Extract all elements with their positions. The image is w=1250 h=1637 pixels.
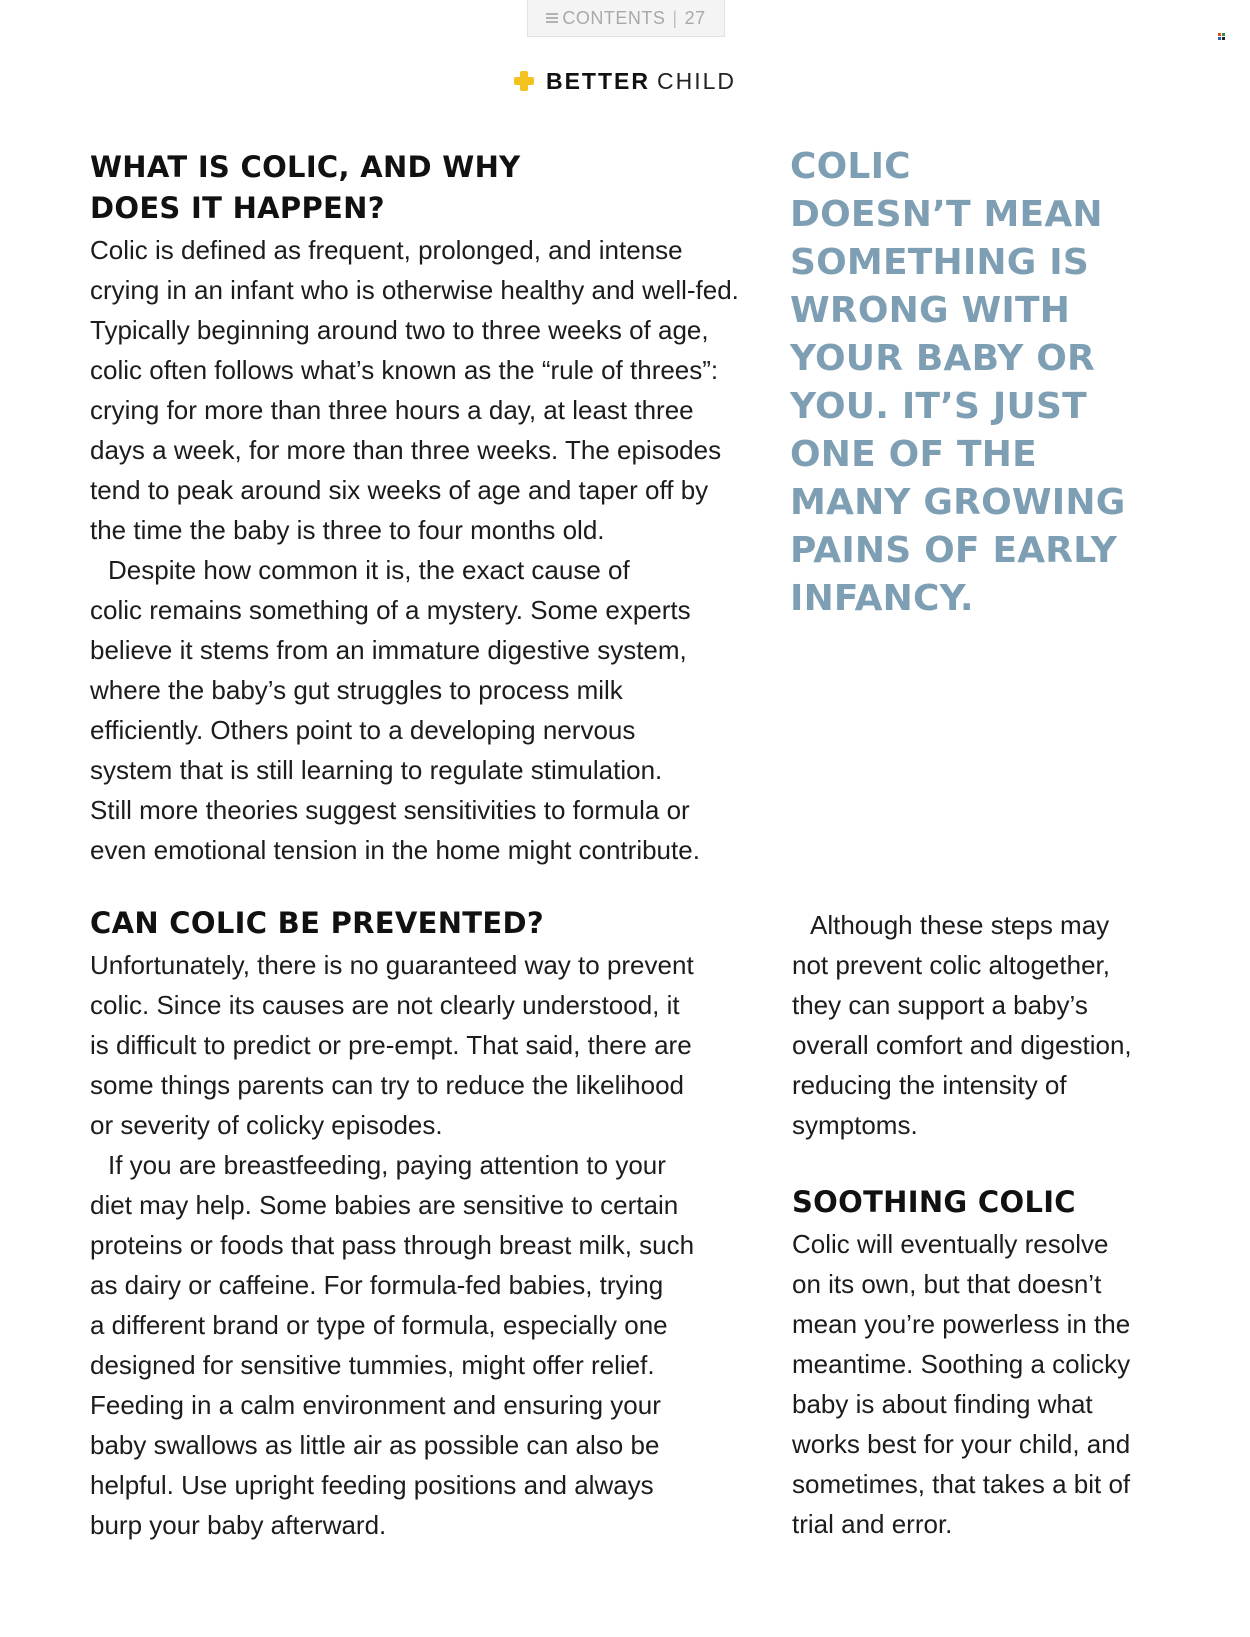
- pull-quote: [790, 143, 1170, 623]
- text-line: crying in an infant who is otherwise healthy and well-fed.: [90, 275, 739, 305]
- section-heading-soothing: [792, 1182, 1076, 1223]
- text-line: helpful. Use upright feeding positions and always: [90, 1470, 654, 1500]
- text-line: the time the baby is three to four months old.: [90, 515, 605, 545]
- text-line: crying for more than three hours a day, at least three: [90, 395, 694, 425]
- text-line: symptoms.: [792, 1110, 918, 1140]
- soothing-body: [792, 1224, 1202, 1544]
- text-line: as dairy or caffeine. For formula-fed babies, trying: [90, 1270, 664, 1300]
- text-line: not prevent colic altogether,: [792, 950, 1110, 980]
- text-line: designed for sensitive tummies, might offer relief.: [90, 1350, 655, 1380]
- brand-light: CHILD: [656, 67, 736, 94]
- text-line: believe it stems from an immature digestive system,: [90, 635, 687, 665]
- text-line: or severity of colicky episodes.: [90, 1110, 443, 1140]
- color-dots-icon: [1218, 33, 1225, 40]
- brand-bold: BETTER: [545, 67, 650, 94]
- text-line: baby is about finding what: [792, 1389, 1093, 1419]
- pull-quote-line: YOU. IT’S JUST: [790, 386, 1087, 427]
- text-line: Despite how common it is, the exact cause of: [108, 555, 630, 585]
- section-heading-what-is-colic: [90, 147, 520, 229]
- tab-divider: |: [672, 7, 678, 28]
- text-line: If you are breastfeeding, paying attention to your: [108, 1150, 666, 1180]
- text-line: mean you’re powerless in the: [792, 1309, 1131, 1339]
- plus-cross-icon: [514, 71, 534, 91]
- text-line: efficiently. Others point to a developing nervous: [90, 715, 636, 745]
- text-line: proteins or foods that pass through breast milk, such: [90, 1230, 695, 1260]
- text-line: burp your baby afterward.: [90, 1510, 387, 1540]
- text-line: is difficult to predict or pre-empt. That said, there are: [90, 1030, 692, 1060]
- text-line: colic remains something of a mystery. Some experts: [90, 595, 691, 625]
- text-line: Unfortunately, there is no guaranteed way to prevent: [90, 950, 694, 980]
- text-line: sometimes, that takes a bit of: [792, 1469, 1131, 1499]
- heading-line: SOOTHING COLIC: [792, 1185, 1076, 1219]
- prevention-continued-body: [792, 905, 1192, 1145]
- what-is-colic-body: [90, 230, 770, 870]
- text-line: trial and error.: [792, 1509, 953, 1539]
- text-line: Feeding in a calm environment and ensuring your: [90, 1390, 661, 1420]
- text-line: colic often follows what’s known as the “rule of threes”:: [90, 355, 719, 385]
- pull-quote-line: PAINS OF EARLY: [790, 530, 1118, 571]
- pull-quote-line: DOESN’T MEAN: [790, 194, 1103, 235]
- text-line: Still more theories suggest sensitivities to formula or: [90, 795, 690, 825]
- contents-label: CONTENTS: [562, 7, 666, 28]
- text-line: tend to peak around six weeks of age and taper off by: [90, 475, 709, 505]
- heading-line: CAN COLIC BE PREVENTED?: [90, 906, 544, 940]
- text-line: even emotional tension in the home might contribute.: [90, 835, 700, 865]
- paragraph: [90, 1145, 770, 1545]
- text-line: they can support a baby’s: [792, 990, 1088, 1020]
- text-line: days a week, for more than three weeks. The episodes: [90, 435, 722, 465]
- text-line: some things parents can try to reduce the likelihood: [90, 1070, 685, 1100]
- pull-quote-line: SOMETHING IS: [790, 242, 1089, 283]
- pull-quote-line: YOUR BABY OR: [790, 338, 1095, 379]
- contents-tab[interactable]: [527, 0, 725, 37]
- magazine-masthead: [0, 64, 1250, 98]
- paragraph: [90, 945, 770, 1145]
- menu-icon: [546, 13, 558, 23]
- pull-quote-line: WRONG WITH: [790, 290, 1071, 331]
- paragraph: [90, 230, 770, 550]
- text-line: Although these steps may: [810, 910, 1110, 940]
- pull-quote-line: INFANCY.: [790, 578, 974, 619]
- text-line: diet may help. Some babies are sensitive to certain: [90, 1190, 679, 1220]
- prevention-body: [90, 945, 770, 1545]
- pull-quote-line: ONE OF THE: [790, 434, 1037, 475]
- paragraph: [90, 550, 770, 870]
- text-line: on its own, but that doesn’t: [792, 1269, 1102, 1299]
- section-heading-prevention: [90, 903, 544, 944]
- text-line: works best for your child, and: [792, 1429, 1131, 1459]
- heading-line: DOES IT HAPPEN?: [90, 191, 385, 225]
- heading-line: WHAT IS COLIC, AND WHY: [90, 150, 521, 184]
- page-number: 27: [684, 7, 706, 28]
- text-line: meantime. Soothing a colicky: [792, 1349, 1131, 1379]
- text-line: baby swallows as little air as possible can also be: [90, 1430, 660, 1460]
- pull-quote-line: MANY GROWING: [790, 482, 1126, 523]
- text-line: Colic is defined as frequent, prolonged, and intense: [90, 235, 683, 265]
- pull-quote-line: COLIC: [790, 146, 911, 187]
- text-line: Typically beginning around two to three weeks of age,: [90, 315, 709, 345]
- text-line: Colic will eventually resolve: [792, 1229, 1109, 1259]
- text-line: colic. Since its causes are not clearly understood, it: [90, 990, 680, 1020]
- text-line: where the baby’s gut struggles to process milk: [90, 675, 623, 705]
- text-line: overall comfort and digestion,: [792, 1030, 1132, 1060]
- text-line: reducing the intensity of: [792, 1070, 1067, 1100]
- text-line: system that is still learning to regulate stimulation.: [90, 755, 663, 785]
- text-line: a different brand or type of formula, especially one: [90, 1310, 668, 1340]
